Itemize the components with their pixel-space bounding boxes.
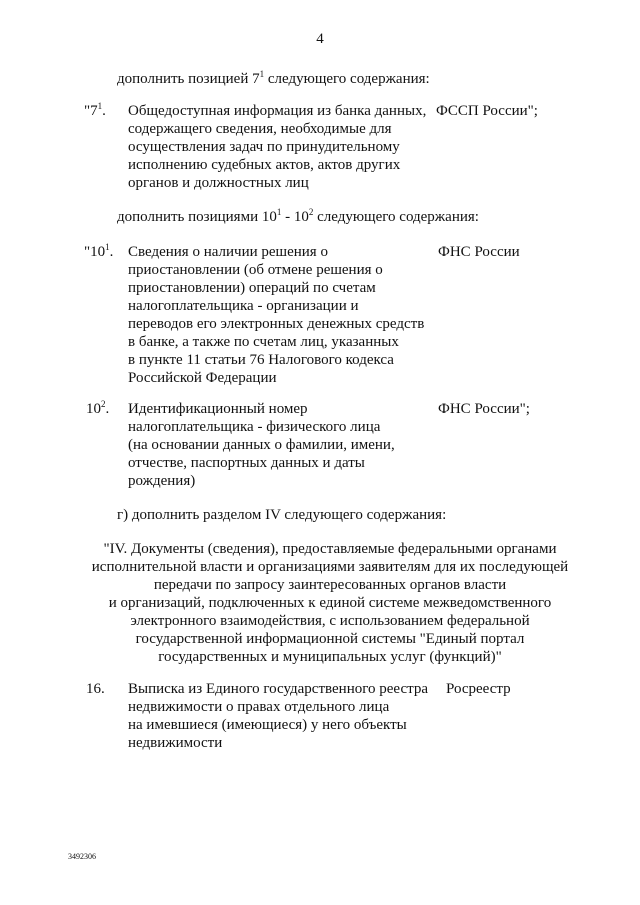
- item-7-1-description: Общедоступная информация из банка данных, содержащего сведения, необходимые для осуществления задач по принудительному исполнению судебных актов, актов других органов и должностных лиц: [128, 103, 427, 191]
- item-10-1-agency: ФНС России: [438, 244, 520, 260]
- item-10-2-agency: ФНС России";: [438, 401, 530, 417]
- item-7-1-number: "$7^1$.: [84, 101, 106, 119]
- item-16-description: Выписка из Единого государственного реестра недвижимости о правах отдельного лица на имевшиеся (имеющиеся) у него объекты недвижимости: [128, 681, 428, 751]
- document-code: 3492306: [68, 852, 96, 861]
- intro-positions-10: дополнить позициями $10^1 - 10^2$ следующего содержания:: [117, 207, 479, 225]
- intro-position-7-1: дополнить позицией $7^1$ следующего содержания:: [117, 69, 430, 87]
- item-10-1-description: Сведения о наличии решения о приостановлении (об отмене решения о приостановлении) операций по счетам налогоплательщика - организации и переводов его электронных денежных средств в банке, а также по счетам лиц, указанных в пункте 11 статьи 76 Налогового кодекса Российской Федерации: [128, 244, 425, 386]
- page-number: 4: [316, 31, 324, 47]
- item-10-2-description: Идентификационный номер налогоплательщика - физического лица (на основании данных о фамилии, имени, отчестве, паспортных данных и даты рождения): [128, 401, 395, 489]
- intro-section-iv: г) дополнить разделом IV следующего содержания:: [117, 507, 447, 523]
- item-16-agency: Росреестр: [446, 681, 511, 697]
- item-16-number: 16.: [86, 681, 105, 697]
- item-10-2-number: $10^2$.: [86, 399, 110, 417]
- item-7-1-agency: ФССП России";: [436, 103, 538, 119]
- section-iv-heading: "IV. Документы (сведения), предоставляемые федеральными органами исполнительной власти и организациями заявителям для их последующей передачи по запросу заинтересованных органов власти и организаций, подключенных к единой системе межведомственного электронного взаимодействия, с использованием федеральной государственной информационной системы "Единый портал государственных и муниципальных услуг (функций)": [91, 541, 569, 665]
- item-10-1-number: "$10^1$.: [84, 242, 114, 260]
